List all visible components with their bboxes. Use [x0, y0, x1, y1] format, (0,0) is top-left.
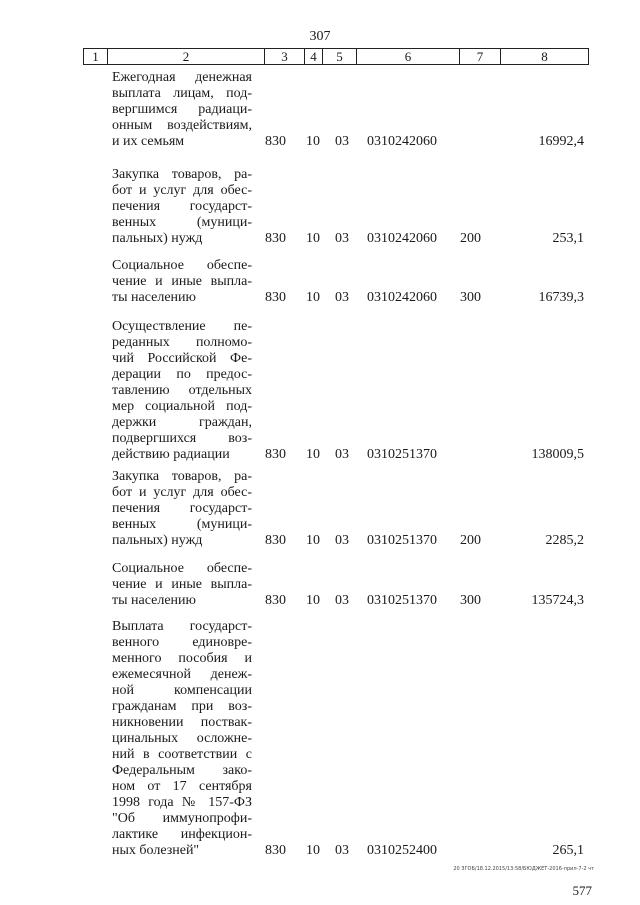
cell-c3: 830	[265, 290, 286, 305]
cell-c4: 10	[306, 533, 320, 548]
cell-c8: 253,1	[552, 231, 584, 246]
header-col-5: 5	[323, 49, 357, 64]
description-line: Закупка товаров, ра-	[112, 469, 252, 484]
description-line: выплата лицам, под-	[112, 86, 252, 101]
description-line: цинальных осложне-	[112, 731, 252, 746]
description-line: мер социальной под-	[112, 399, 252, 414]
description-line: Выплата государст-	[112, 619, 252, 634]
description-line: печения государст-	[112, 501, 252, 516]
cell-c7: 200	[460, 231, 481, 246]
description-line: реданных полномо-	[112, 335, 252, 350]
row-description	[112, 258, 252, 306]
cell-c6: 0310242060	[367, 231, 437, 246]
description-line: гражданам при воз-	[112, 699, 252, 714]
description-line: Федеральным зако-	[112, 763, 252, 778]
description-line: чение и иные выпла-	[112, 577, 252, 592]
footer-note: 20 ЗГОБ/18.12.2015/13:58/БЮДЖЕТ-2016-прил-7-2 чт	[453, 866, 594, 872]
row-description	[112, 561, 252, 609]
description-line: держки граждан,	[112, 415, 252, 430]
description-line: бот и услуг для обес-	[112, 183, 252, 198]
description-line: и их семьям	[112, 134, 185, 149]
cell-c6: 0310251370	[367, 533, 437, 548]
row-description	[112, 167, 252, 247]
page-number-top: 307	[309, 29, 331, 44]
cell-c5: 03	[335, 290, 349, 305]
description-line: тавлению отдельных	[112, 383, 252, 398]
header-col-3: 3	[265, 49, 305, 64]
description-line: ты населению	[112, 593, 196, 608]
description-line: ежемесячной денеж-	[112, 667, 252, 682]
description-line: пальных) нужд	[112, 533, 203, 548]
description-line: 1998 года № 157-ФЗ	[112, 795, 252, 810]
cell-c7: 200	[460, 533, 481, 548]
description-line: Социальное обеспе-	[112, 258, 252, 273]
description-line: ном от 17 сентября	[112, 779, 252, 794]
cell-c3: 830	[265, 593, 286, 608]
description-line: Закупка товаров, ра-	[112, 167, 252, 182]
description-line: лактике инфекцион-	[112, 827, 252, 842]
cell-c6: 0310242060	[367, 134, 437, 149]
description-line: чение и иные выпла-	[112, 274, 252, 289]
description-line: ных болезней"	[112, 843, 200, 858]
cell-c3: 830	[265, 447, 286, 462]
cell-c3: 830	[265, 843, 286, 858]
description-line: Социальное обеспе-	[112, 561, 252, 576]
description-line: онным воздействиям,	[112, 118, 252, 133]
header-col-1: 1	[84, 49, 108, 64]
description-line: подвергшихся воз-	[112, 431, 252, 446]
description-line: Ежегодная денежная	[112, 70, 252, 85]
cell-c3: 830	[265, 134, 286, 149]
description-line: Осуществление пе-	[112, 319, 252, 334]
cell-c8: 265,1	[552, 843, 584, 858]
header-col-7: 7	[460, 49, 501, 64]
cell-c4: 10	[306, 290, 320, 305]
description-line: венных (муници-	[112, 517, 252, 532]
cell-c5: 03	[335, 593, 349, 608]
header-col-2: 2	[108, 49, 265, 64]
description-line: ний в соответствии с	[112, 747, 252, 762]
cell-c5: 03	[335, 447, 349, 462]
cell-c6: 0310251370	[367, 447, 437, 462]
page-number-bottom: 577	[572, 883, 592, 898]
row-description	[112, 319, 252, 463]
cell-c4: 10	[306, 134, 320, 149]
header-col-4: 4	[305, 49, 323, 64]
description-line: вергшимся радиаци-	[112, 102, 252, 117]
cell-c7: 300	[460, 593, 481, 608]
table-header-row	[83, 48, 589, 65]
description-line: действию радиации	[112, 447, 230, 462]
cell-c5: 03	[335, 843, 349, 858]
cell-c6: 0310242060	[367, 290, 437, 305]
cell-c5: 03	[335, 134, 349, 149]
description-line: пальных) нужд	[112, 231, 203, 246]
header-col-8: 8	[541, 49, 548, 64]
cell-c8: 135724,3	[531, 593, 584, 608]
cell-c6: 0310251370	[367, 593, 437, 608]
cell-c4: 10	[306, 593, 320, 608]
cell-c8: 16739,3	[538, 290, 584, 305]
cell-c3: 830	[265, 231, 286, 246]
cell-c5: 03	[335, 533, 349, 548]
row-description	[112, 619, 252, 859]
description-line: ной компенсации	[112, 683, 252, 698]
cell-c7: 300	[460, 290, 481, 305]
description-line: никновении поствак-	[112, 715, 252, 730]
header-col-6: 6	[357, 49, 460, 64]
description-line: "Об иммунопрофи-	[112, 811, 252, 826]
description-line: менного пособия и	[112, 651, 252, 666]
cell-c4: 10	[306, 447, 320, 462]
description-line: бот и услуг для обес-	[112, 485, 252, 500]
description-line: ты населению	[112, 290, 196, 305]
cell-c8: 16992,4	[538, 134, 584, 149]
cell-c6: 0310252400	[367, 843, 437, 858]
cell-c5: 03	[335, 231, 349, 246]
cell-c8: 2285,2	[545, 533, 584, 548]
row-description	[112, 469, 252, 549]
cell-c3: 830	[265, 533, 286, 548]
cell-c8: 138009,5	[531, 447, 584, 462]
description-line: венного единовре-	[112, 635, 252, 650]
row-description	[112, 70, 252, 150]
cell-c4: 10	[306, 231, 320, 246]
description-line: дерации по предос-	[112, 367, 252, 382]
description-line: печения государст-	[112, 199, 252, 214]
cell-c4: 10	[306, 843, 320, 858]
description-line: венных (муници-	[112, 215, 252, 230]
description-line: чий Российской Фе-	[112, 351, 252, 366]
